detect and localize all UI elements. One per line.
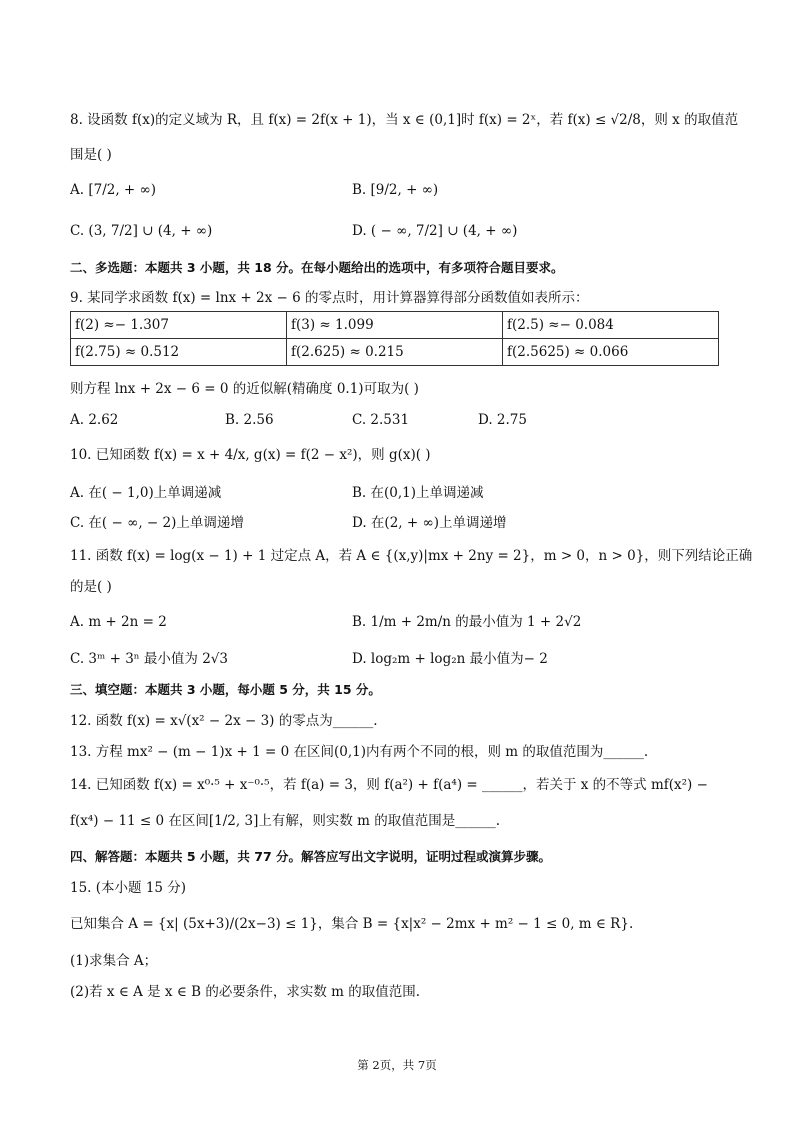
q8-option-d: D. ( − ∞, 7/2] ∪ (4, + ∞) [352,223,518,239]
q9-option-b: B. 2.56 [225,412,274,428]
section-4-heading: 四、解答题：本题共 5 小题，共 77 分。解答应写出文字说明，证明过程或演算步骤。 [70,849,552,864]
table-row [71,312,719,339]
q9-stem-line1: 9. 某同学求函数 f(x) = lnx + 2x − 6 的零点时，用计算器算得部分函数值如表所示： [70,290,589,306]
table-cell: f(2.5625) ≈ 0.066 [503,339,719,366]
q13-stem: 13. 方程 mx² − (m − 1)x + 1 = 0 在区间(0,1)内有两个不同的根，则 m 的取值范围为______. [70,744,649,760]
q11-option-a: A. m + 2n = 2 [70,614,167,630]
q14-stem-line2: f(x⁴) − 11 ≤ 0 在区间[1/2, 3]上有解，则实数 m 的取值范围是______. [70,813,501,829]
section-3-heading: 三、填空题：本题共 3 小题，每小题 5 分，共 15 分。 [70,682,381,697]
page-number-footer: 第 2页，共 7页 [357,1058,437,1072]
table-cell: f(2) ≈− 1.307 [71,312,287,339]
q8-stem-line1: 8. 设函数 f(x)的定义域为 R，且 f(x) = 2f(x + 1)，当 x ∈ (0,1]时 f(x) = 2ˣ，若 f(x) ≤ √2/8，则 x 的取值范 [70,112,739,128]
table-cell: f(3) ≈ 1.099 [287,312,503,339]
q9-value-table [70,311,719,366]
q10-option-b: B. 在(0,1)上单调递减 [352,485,484,501]
q11-option-c: C. 3ᵐ + 3ⁿ 最小值为 2√3 [70,651,228,667]
q8-option-c: C. (3, 7/2] ∪ (4, + ∞) [70,223,213,239]
q9-option-d: D. 2.75 [478,412,527,428]
table-cell: f(2.5) ≈− 0.084 [503,312,719,339]
q11-stem-line2: 的是( ) [70,579,112,595]
q15-part-2: (2)若 x ∈ A 是 x ∈ B 的必要条件，求实数 m 的取值范围. [70,984,421,1000]
q14-stem-line1: 14. 已知函数 f(x) = x⁰·⁵ + x⁻⁰·⁵，若 f(a) = 3，则 f(a²) + f(a⁴) = ______，若关于 x 的不等式 mf(x²) − [70,777,708,793]
table-cell: f(2.625) ≈ 0.215 [287,339,503,366]
q11-stem-line1: 11. 函数 f(x) = log(x − 1) + 1 过定点 A，若 A ∈ {(x,y)|mx + 2ny = 2}，m > 0，n > 0}，则下列结论正确 [70,548,753,564]
q11-option-d: D. log₂m + log₂n 最小值为− 2 [352,651,548,667]
table-cell: f(2.75) ≈ 0.512 [71,339,287,366]
q8-stem-line2: 围是( ) [70,147,112,163]
q10-stem: 10. 已知函数 f(x) = x + 4/x, g(x) = f(2 − x²)，则 g(x)( ) [70,447,431,463]
q12-stem: 12. 函数 f(x) = x√(x² − 2x − 3) 的零点为______. [70,713,378,729]
q10-option-d: D. 在(2, + ∞)上单调递增 [352,515,507,531]
table-row [71,339,719,366]
q9-option-c: C. 2.531 [352,412,410,428]
q15-heading: 15. (本小题 15 分) [70,880,187,896]
q15-stem: 已知集合 A = {x| (5x+3)/(2x−3) ≤ 1}，集合 B = {x|x² − 2mx + m² − 1 ≤ 0, m ∈ R}. [70,916,634,932]
q9-stem-line2: 则方程 lnx + 2x − 6 = 0 的近似解(精确度 0.1)可取为( ) [70,381,419,397]
q10-option-c: C. 在( − ∞, − 2)上单调递增 [70,515,244,531]
q9-option-a: A. 2.62 [70,412,119,428]
q11-option-b: B. 1/m + 2m/n 的最小值为 1 + 2√2 [352,614,582,630]
q8-option-b: B. [9/2, + ∞) [352,182,439,198]
q8-option-a: A. [7/2, + ∞) [70,182,157,198]
q15-part-1: (1)求集合 A； [70,953,158,969]
section-2-heading: 二、多选题：本题共 3 小题，共 18 分。在每小题给出的选项中，有多项符合题目要求。 [70,260,564,275]
q10-option-a: A. 在( − 1,0)上单调递减 [70,485,222,501]
